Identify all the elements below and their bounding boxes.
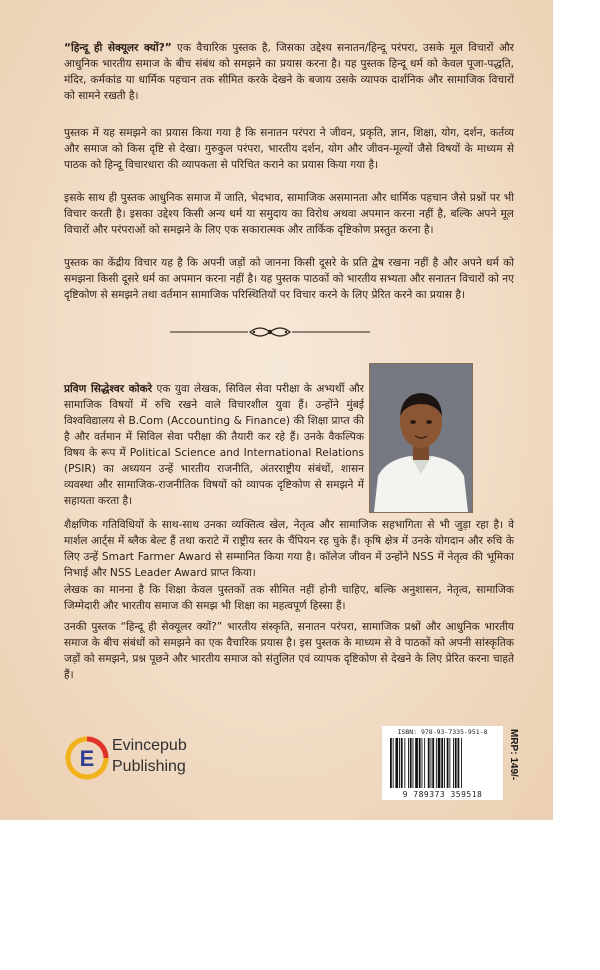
logo-letter: E [79, 746, 95, 771]
publisher-logo-mark-icon [64, 735, 110, 781]
barcode-bar [428, 738, 430, 788]
barcode-bar [399, 738, 400, 788]
barcode-image [382, 738, 503, 790]
barcode-bar [390, 738, 392, 788]
barcode-bar [447, 738, 449, 788]
paragraph-3: इसके साथ ही पुस्तक आधुनिक समाज में जाति, भेदभाव, सामाजिक असमानता और धार्मिक पहचान जैसे प्रश्नों पर भी विचार करती है। इसका उद्देश्य किसी अन्य धर्म या समुदाय का विरोध अथवा अपमान करना नहीं है, बल्कि अपने मूल विचारों और परंपराओं को समझने के लिए एक सकारात्मक और तार्किक दृष्टिकोण प्रस्तुत करना है। [64, 192, 514, 236]
barcode-bar [401, 738, 403, 788]
publisher-name-line-2: Publishing [112, 758, 186, 775]
barcode-bar [461, 738, 462, 788]
barcode-bar [449, 738, 450, 788]
ornamental-divider [170, 322, 370, 342]
barcode-bar [393, 738, 394, 788]
barcode-box [382, 726, 503, 800]
barcode-bar [395, 738, 398, 788]
author-bio: एक युवा लेखक, सिविल सेवा परीक्षा के अभ्यर्थी और सामाजिक विषयों में रुचि रखने वाले विचारशील युवा हैं। उन्होंने मुंबई विश्वविद्यालय से B.Com (Accounting & Finance) की शिक्षा प्राप्त की है और वर्तमान में सिविल सेवा परीक्षा की तैयारी कर रहे हैं। उनके वैकल्पिक विषय के रूप में Political Science and International Relations (PSIR) का अध्ययन उन्हें भारतीय राजनीति, अंतरराष्ट्रीय संबंधों, शासन व्यवस्था और सामाजिक-राजनीतिक विषयों को व्यापक दृष्टिकोण से समझने में सहायता करता है। [64, 383, 364, 507]
barcode-bar [413, 738, 414, 788]
author-name: प्रविण सिद्धेश्वर कोकरे [64, 383, 153, 395]
paragraph-4: पुस्तक का केंद्रीय विचार यह है कि अपनी जड़ों को जानना किसी दूसरे के प्रति द्वेष रखना नहीं है और अपने धर्म को समझना किसी दूसरे धर्म का अपमान करना नहीं है। यह पुस्तक पाठकों को भारतीय सभ्यता और सनातन विचारों को नए दृष्टिकोण से समझने तथा वर्तमान सामाजिक परिस्थितियों पर विचार करने के लिए प्रेरित करने का प्रयास है। [64, 257, 514, 301]
paragraph-8: उनकी पुस्तक “हिन्दू ही सेक्यूलर क्यों?” भारतीय संस्कृति, सनातन परंपरा, सामाजिक प्रश्नों और आधुनिक भारतीय समाज के बीच संबंधों को समझने का एक वैचारिक प्रयास है। इस पुस्तक के माध्यम से वे पाठकों को अपनी सांस्कृतिक जड़ों को समझने, प्रश्न पूछने और भारतीय समाज को संतुलित एवं व्यापक दृष्टिकोण से देखने के लिए प्रेरित करना चाहते हैं। [64, 621, 514, 681]
barcode-bar [444, 738, 445, 788]
barcode-bar [431, 738, 432, 788]
barcode-bar [436, 738, 437, 788]
publisher-logo [64, 735, 234, 795]
intro-text: एक वैचारिक पुस्तक है, जिसका उद्देश्य सनातन/हिन्दू परंपरा, उसके मूल विचारों और आधुनिक भारतीय समाज के बीच संबंध को समझने का प्रयास करना है। यह पुस्तक हिन्दू धर्म को केवल पूजा-पद्धति, मंदिर, कर्मकांड या धार्मिक पहचान तक सीमित करके देखने के बजाय उसके व्यापक दार्शनिक और सामाजिक विचारों को सामने रखती है। [64, 42, 514, 102]
paragraph-7: लेखक का मानना है कि शिक्षा केवल पुस्तकों तक सीमित नहीं होनी चाहिए, बल्कि अनुशासन, नेतृत्व, सामाजिक जिम्मेदारी और भारतीय समाज की समझ भी शिक्षा का महत्वपूर्ण हिस्सा हैं। [64, 584, 514, 612]
paragraph-2: पुस्तक में यह समझने का प्रयास किया गया है कि सनातन परंपरा ने जीवन, प्रकृति, ज्ञान, शिक्षा, योग, दर्शन, कर्तव्य और समाज को किस दृष्टि से देखा। गुरुकुल परंपरा, भारतीय दर्शन, योग और जीवन-मूल्यों जैसे विषयों के माध्यम से पाठक को हिन्दू विचारधारा की व्यापकता से परिचित कराने का प्रयास किया गया है। [64, 127, 514, 171]
barcode-bar [404, 738, 405, 788]
paragraph-6: शैक्षणिक गतिविधियों के साथ-साथ उनका व्यक्तित्व खेल, नेतृत्व और सामाजिक सहभागिता से भी जुड़ा रहा है। वे मार्शल आर्ट्स में ब्लैक बेल्ट हैं तथा कराटे में राष्ट्रीय स्तर के चैंपियन रह चुके हैं। कृषि क्षेत्र में उनके योगदान और रुचि के लिए उन्हें Smart Farmer Award से सम्मानित किया गया है। कॉलेज जीवन में उन्होंने NSS में नेतृत्व की भूमिका निभाई और NSS Leader Award प्राप्त किया। [64, 519, 514, 579]
barcode-bar [415, 738, 418, 788]
isbn-label: ISBN: 978-93-7335-951-8 [397, 728, 488, 736]
barcode-bar [441, 738, 443, 788]
barcode-bar [419, 738, 421, 788]
barcode-bar [455, 738, 457, 788]
barcode-bar [453, 738, 454, 788]
mrp-label: MRP: 149/- [508, 729, 519, 781]
intro-paragraph [64, 40, 514, 104]
barcode-bar [410, 738, 412, 788]
publisher-name-line-1: Evincepub [112, 737, 187, 754]
barcode-bar [408, 738, 409, 788]
barcode-bar [432, 738, 434, 788]
author-portrait-image [370, 364, 472, 512]
barcode-number: 9 789373 359518 [402, 790, 483, 799]
barcode-bar [458, 738, 460, 788]
barcode-bar [422, 738, 423, 788]
author-bio-paragraph [64, 381, 364, 509]
barcode-bar [424, 738, 425, 788]
book-title-quote: “हिन्दू ही सेक्यूलर क्यों?” [64, 42, 172, 54]
author-photo [369, 363, 473, 513]
barcode-bar [438, 738, 441, 788]
